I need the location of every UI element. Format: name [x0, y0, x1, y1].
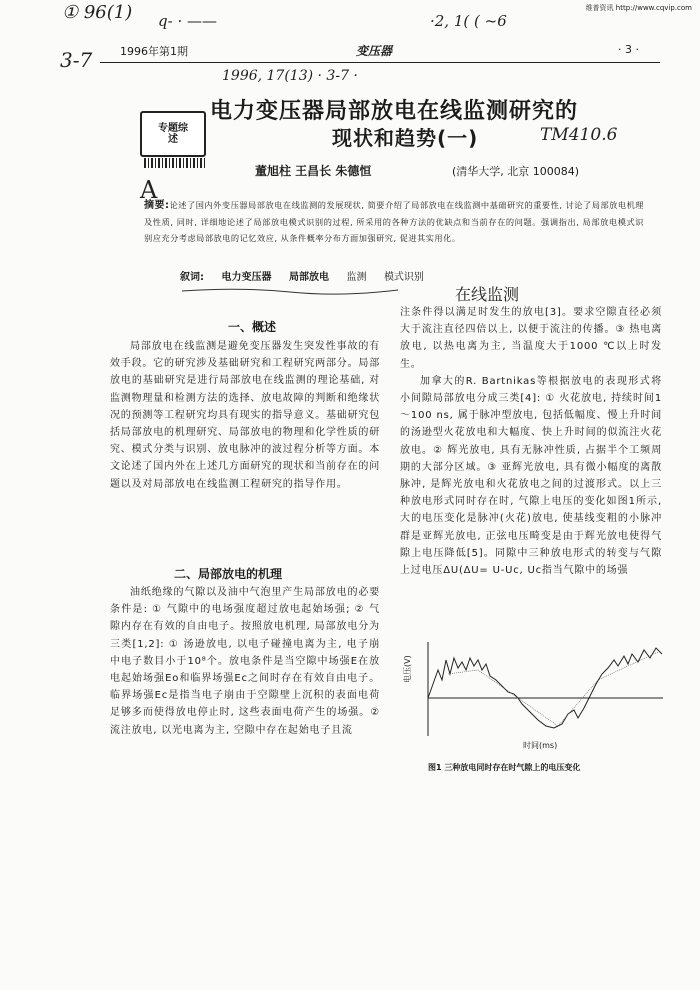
document-code-letter: A: [140, 176, 158, 204]
affiliation: (清华大学, 北京 100084): [452, 165, 580, 178]
left-column-para-2: [110, 584, 380, 739]
abstract-text: 论述了国内外变压器局部放电在线监测的发展现状, 简要介绍了局部放电在线监测中基础研究的重要性, 讨论了局部放电机理及性质, 同时, 详细地论述了局部放电模式识别的过程, 所采用的各种方法的优缺点和当前存在的问题。强调指出, 局部放电模式识别应充分考虑局部放电的记忆效应, 从条件概率分布方面加强研究, 促进其实用化。: [144, 200, 644, 244]
keyword: 模式识别: [383, 272, 424, 283]
abstract-label: 摘要:: [144, 200, 170, 211]
page-number: · 3 ·: [618, 43, 639, 56]
header-rule: [100, 62, 660, 63]
keyword: 局部放电: [288, 272, 329, 283]
title-line-2: 现状和趋势(一): [332, 126, 479, 150]
topic-stamp: [140, 111, 206, 157]
keyword-underline-scribble: [180, 283, 400, 297]
figure-1-plot: [418, 640, 668, 740]
handwritten-scribble-2: ·2, 1( ( ~6: [430, 12, 507, 30]
title-line-1: 电力变压器局部放电在线监测研究的: [210, 99, 579, 124]
keyword: 监测: [346, 272, 367, 283]
handwritten-pages: 3-7: [60, 48, 93, 72]
right-column-text: [400, 304, 662, 579]
stamp-line-2: 述: [168, 134, 178, 145]
handwritten-index: ① 96(1): [62, 2, 133, 23]
stamp-line-1: 专题综: [158, 122, 188, 134]
keywords: [180, 268, 424, 283]
keywords-label: 叙词:: [180, 272, 204, 283]
journal-name: 变压器: [356, 44, 393, 58]
figure-caption: 图1 三种放电同时存在时气隙上的电压变化: [428, 763, 581, 772]
section-heading-2: 二、局部放电的机理: [174, 567, 283, 581]
figure-ylabel: 电压(V): [403, 655, 412, 683]
issue-label: 1996年第1期: [120, 45, 188, 58]
figure-xlabel: 时间(ms): [523, 741, 558, 750]
paragraph: 油纸绝缘的气隙以及油中气泡里产生局部放电的必要条件是: ① 气隙中的电场强度超过放电起始场强; ② 气隙内存在有效的自由电子。按照放电机理, 局部放电分为三类[1,2]: ① 汤逊放电, 以电子碰撞电离为主, 电子崩中电子数目小于10⁸个。放电条件是当空隙中场强E在放电起始场强Eo和临界场强Ec之间时存在有效自由电子。临界场强Ec是指当电子崩由于空隙壁上沉积的表面电荷足够多而使得放电停止时, 这些表面电荷产生的场强。② 流注放电, 以光电离为主, 空隙中存在起始电子且流: [110, 587, 380, 736]
watermark: 维普资讯 http://www.cqvip.com: [585, 4, 692, 12]
handwritten-scribble-1: q- · ——: [158, 12, 217, 30]
handwritten-keyword: 在线监测: [455, 285, 520, 304]
classification-number: TM410.6: [540, 125, 618, 145]
paragraph: 加拿大的R. Bartnikas等根据放电的表现形式将小间隙局部放电分成三类[4]: ① 火花放电, 持续时间1～100 ns, 属于脉冲型放电, 包括低幅度、慢上升时间的汤逊型火花放电和大幅度、快上升时间的似流注火花放电。② 辉光放电, 具有无脉冲性质, 占据半个工频周期的大部分区域。③ 亚辉光放电, 具有微小幅度的离散脉冲, 是辉光放电和火花放电之间的过渡形式。以上三种放电形式同时存在时, 气隙上电压的变化如图1所示, 大的电压变化是脉冲(火花)放电, 使基线变粗的小脉冲群是亚辉光放电, 正弦电压畸变是由于辉光放电使得气隙上电压降低[5]。同隙中三种放电形式的转变与气隙上过电压ΔU(ΔU= U-Uc, Uc指当气隙中的场强: [400, 375, 662, 577]
section-heading-1: 一、概述: [228, 320, 277, 334]
abstract: [144, 197, 644, 247]
left-column-para-1: [110, 338, 380, 493]
authors: 董旭柱 王昌长 朱德恒: [255, 164, 372, 178]
handwritten-citation: 1996, 17(13) · 3-7 ·: [222, 68, 358, 84]
voltage-waveform: [428, 648, 662, 728]
keyword: 电力变压器: [221, 272, 272, 283]
paragraph: 注条件得以满足时发生的放电[3]。要求空隙直径必须大于流注直径四倍以上, 以便于流注的传播。③ 热电离放电, 以热电离为主, 当温度大于1000 ℃以上时发生。: [400, 307, 662, 370]
paragraph: 局部放电在线监测是避免变压器发生突发性事故的有效手段。它的研究涉及基础研究和工程研究两部分。局部放电的基础研究是进行局部放电在线监测的理论基础, 对监测物理量和检测方法的选择、放电故障的判断和绝缘状况的预测等工程研究均具有现实的指导意义。基础研究包括局部放电的机理研究、局部放电的物理和化学性质的研究、模式分类与识别、放电脉冲的波过程分析等方面。本文论述了国内外在上述几方面研究的现状和当前存在的问题以及对局部放电在线监测工程研究的指导作用。: [110, 341, 380, 490]
barcode-strip: [144, 158, 206, 168]
